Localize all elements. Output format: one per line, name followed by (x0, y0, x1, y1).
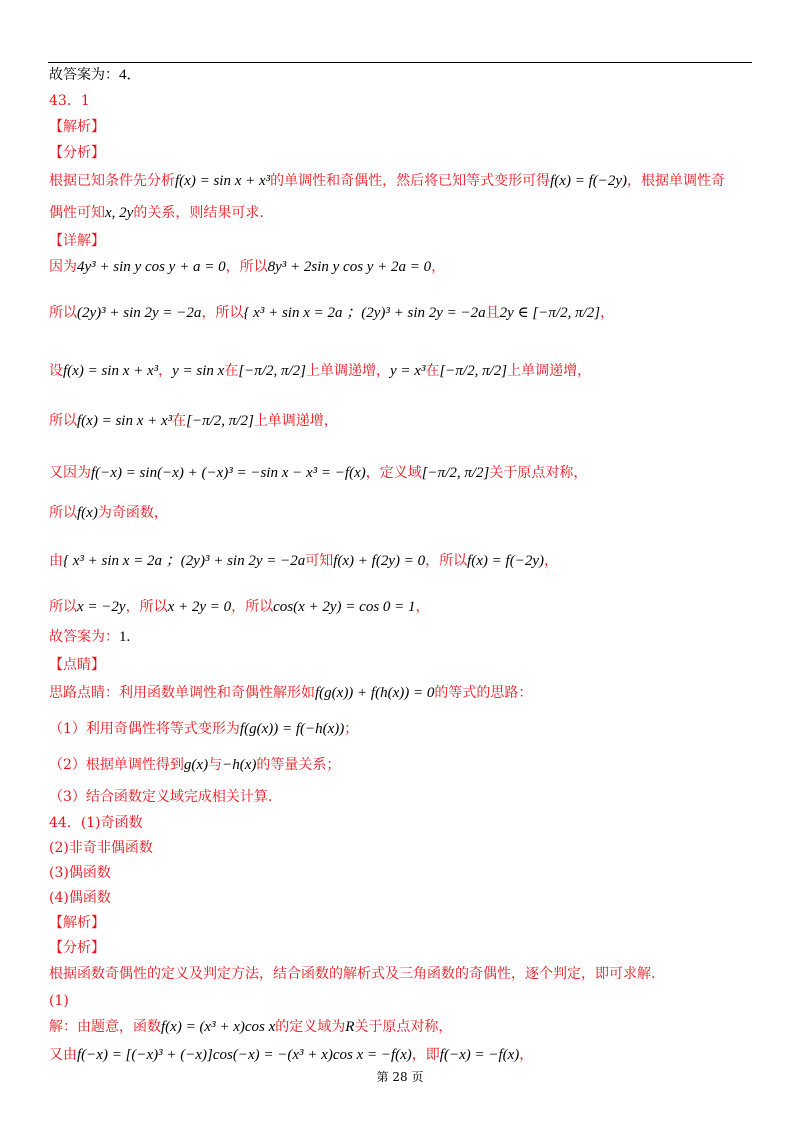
text-line (49, 258, 445, 276)
math-expression: 1. (119, 629, 131, 645)
text-line (49, 504, 168, 522)
text-span: 【分析】 (49, 145, 105, 161)
text-span: ； (344, 721, 359, 737)
text-line (49, 1018, 452, 1036)
text-span: 上单调递增， (507, 363, 592, 379)
text-span: 由 (49, 553, 63, 569)
text-line (49, 118, 105, 136)
text-span: （1）利用奇偶性将等式变形为 (49, 721, 240, 737)
text-span: 【解析】 (49, 119, 105, 135)
math-expression: f(g(x)) = f(−h(x)) (239, 721, 345, 737)
text-span: 的关系，则结果可求. (133, 205, 264, 221)
text-span: 关于原点对称， (489, 465, 588, 481)
text-line (49, 92, 90, 110)
math-expression: cos(x + 2y) = cos 0 = 1 (273, 599, 416, 615)
text-span: 设 (49, 363, 63, 379)
math-expression: 8y³ + 2sin y cos y + 2a = 0 (267, 259, 432, 275)
text-span: ， (519, 1047, 534, 1063)
text-span: ， (543, 553, 558, 569)
page-number: 第 28 页 (376, 1070, 424, 1084)
math-expression: f(−x) = −f(x) (439, 1047, 520, 1063)
text-span: ，即 (411, 1047, 440, 1063)
math-expression: f(x) = sin x + x³ (175, 173, 271, 189)
math-expression: f(x) = sin x + x³ (77, 413, 173, 429)
text-span: 【点睛】 (49, 657, 105, 673)
math-expression: f(x) = (x³ + x)cos x (161, 1019, 276, 1035)
text-span: 故答案为： (49, 629, 119, 645)
text-span: ， (415, 599, 430, 615)
text-span: ，所以 (425, 553, 468, 569)
text-line (49, 552, 558, 570)
text-span: 43．1 (49, 93, 90, 109)
text-span: 根据已知条件先分析 (49, 173, 175, 189)
text-span: 可知 (305, 553, 334, 569)
text-line (49, 656, 105, 674)
text-span: 又由 (49, 1047, 77, 1063)
text-span: 上单调递增， (306, 363, 391, 379)
math-expression: 4y³ + sin y cos y + a = 0 (77, 259, 226, 275)
text-span: ， (600, 305, 615, 321)
text-span: 上单调递增， (253, 413, 338, 429)
text-span: 【解析】 (49, 915, 105, 931)
text-span: 的等式的思路： (434, 685, 533, 701)
text-span: 为奇函数， (97, 505, 168, 521)
text-line (49, 839, 153, 857)
text-line (49, 204, 264, 222)
text-line (49, 144, 105, 162)
math-expression: g(x) (183, 757, 209, 773)
text-span: 解：由题意，函数 (49, 1019, 161, 1035)
text-span: (1) (49, 993, 69, 1009)
text-span: (3)偶函数 (49, 865, 111, 881)
text-span: 的单调性和奇偶性，然后将已知等式变形可得 (270, 173, 551, 189)
text-span: 【详解】 (49, 233, 105, 249)
text-span: 偶性可知 (49, 205, 105, 221)
text-span: （3）结合函数定义域完成相关计算. (49, 789, 273, 805)
header-rule (48, 62, 752, 63)
text-span: 与 (208, 757, 223, 773)
text-span: ，定义域 (365, 465, 422, 481)
text-span: 在 (224, 363, 239, 379)
text-line (49, 939, 105, 957)
text-line (49, 362, 591, 380)
text-line (49, 1046, 533, 1064)
text-span: ，所以 (201, 305, 244, 321)
text-span: 在 (172, 413, 187, 429)
math-expression: f(x) = f(−2y) (550, 173, 628, 189)
text-line (49, 889, 111, 907)
text-span: 所以 (49, 413, 77, 429)
text-line (49, 864, 111, 882)
math-expression: [−π/2, π/2] (421, 465, 490, 481)
text-span: 的定义域为 (275, 1019, 346, 1035)
text-span: ，所以 (225, 259, 268, 275)
text-line (49, 628, 130, 646)
text-line (49, 965, 655, 983)
math-expression: y = sin x (172, 363, 225, 379)
math-expression: −h(x) (222, 757, 257, 773)
math-expression: [−π/2, π/2] (186, 413, 254, 429)
text-span: 根据函数奇偶性的定义及判定方法，结合函数的解析式及三角函数的奇偶性，逐个判定，即可求解. (49, 966, 656, 982)
text-line (49, 232, 105, 250)
math-expression: f(−x) = [(−x)³ + (−x)]cos(−x) = −(x³ + x)cos x = −f(x) (77, 1047, 412, 1063)
text-span: ， (431, 259, 446, 275)
text-span: 故答案为： (49, 67, 119, 83)
text-span: ，根据单调性奇 (627, 173, 726, 189)
text-line (49, 992, 69, 1010)
text-line (49, 304, 614, 322)
text-span: (2)非奇非偶函数 (49, 840, 153, 856)
text-line (49, 756, 340, 774)
math-expression: y = x³ (390, 363, 426, 379)
text-span: 的等量关系； (256, 757, 341, 773)
math-expression: 4． (119, 67, 142, 83)
math-expression: f(x) = f(−2y) (467, 553, 544, 569)
text-span: ， (158, 363, 173, 379)
text-line (49, 814, 143, 832)
text-span: 所以 (49, 505, 77, 521)
text-line (49, 464, 587, 482)
text-line (49, 66, 142, 84)
text-span: 【分析】 (49, 940, 105, 956)
text-span: （2）根据单调性得到 (49, 757, 184, 773)
text-line (49, 412, 338, 430)
text-span: 且 (485, 305, 500, 321)
math-expression: { x³ + sin x = 2a ；(2y)³ + sin 2y = −2a (243, 305, 486, 321)
math-expression: 2y ∈ [−π/2, π/2] (499, 305, 601, 321)
text-line (49, 172, 725, 190)
math-expression: [−π/2, π/2] (439, 363, 508, 379)
math-expression: [−π/2, π/2] (238, 363, 307, 379)
math-expression: f(−x) = sin(−x) + (−x)³ = −sin x − x³ = −f(x) (91, 465, 366, 481)
math-expression: f(x) + f(2y) = 0 (333, 553, 426, 569)
math-expression: x = −2y (77, 599, 126, 615)
text-line (49, 598, 430, 616)
text-span: ，所以 (125, 599, 168, 615)
text-line (49, 788, 272, 806)
text-span: 在 (425, 363, 440, 379)
text-line (49, 914, 105, 932)
math-expression: f(x) = sin x + x³ (63, 363, 159, 379)
text-span: 关于原点对称， (354, 1019, 453, 1035)
math-expression: R (345, 1019, 355, 1035)
math-expression: (2y)³ + sin 2y = −2a (77, 305, 202, 321)
text-span: 所以 (49, 305, 77, 321)
math-expression: { x³ + sin x = 2a ；(2y)³ + sin 2y = −2a (63, 553, 306, 569)
text-span: ，所以 (231, 599, 274, 615)
math-expression: x, 2y (105, 205, 134, 221)
text-span: 思路点睛：利用函数单调性和奇偶性解形如 (49, 685, 315, 701)
text-span: 因为 (49, 259, 77, 275)
math-expression: x + 2y = 0 (167, 599, 232, 615)
text-line (49, 720, 358, 738)
text-span: 所以 (49, 599, 77, 615)
math-expression: f(g(x)) + f(h(x)) = 0 (315, 685, 435, 701)
math-expression: f(x) (77, 505, 98, 521)
text-line (49, 684, 532, 702)
text-span: 又因为 (49, 465, 91, 481)
text-span: (4)偶函数 (49, 890, 111, 906)
text-span: 44．(1)奇函数 (49, 815, 143, 831)
